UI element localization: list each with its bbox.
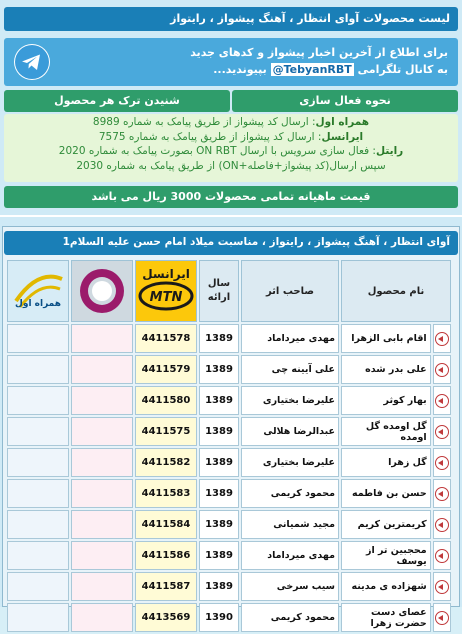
product-name: محجبین تر از یوسف bbox=[341, 541, 431, 570]
product-name: شهزاده ی مدینه bbox=[341, 572, 431, 601]
product-year: 1389 bbox=[199, 448, 239, 477]
rightel-code bbox=[71, 448, 133, 477]
hamrahaval-code bbox=[7, 386, 69, 415]
product-year: 1389 bbox=[199, 417, 239, 446]
product-year: 1389 bbox=[199, 541, 239, 570]
products-table-body bbox=[7, 324, 451, 632]
play-icon[interactable] bbox=[435, 363, 449, 377]
hamrahaval-code bbox=[7, 603, 69, 632]
col-header-year: سال ارائه bbox=[199, 260, 239, 322]
irancell-code[interactable]: 4411587 bbox=[135, 572, 197, 601]
irancell-code[interactable]: 4413569 bbox=[135, 603, 197, 632]
telegram-icon[interactable] bbox=[14, 44, 50, 80]
rightel-code bbox=[71, 510, 133, 539]
irancell-code[interactable]: 4411575 bbox=[135, 417, 197, 446]
product-name: حسن بن فاطمه bbox=[341, 479, 431, 508]
section-divider bbox=[0, 215, 462, 217]
col-header-name: نام محصول bbox=[341, 260, 451, 322]
table-row bbox=[7, 541, 451, 570]
play-icon[interactable] bbox=[435, 580, 449, 594]
product-artist: علیرضا بختیاری bbox=[241, 448, 339, 477]
irancell-code[interactable]: 4411580 bbox=[135, 386, 197, 415]
product-name: اقام بابی الزهرا bbox=[341, 324, 431, 353]
product-year: 1389 bbox=[199, 386, 239, 415]
hamrahaval-logo bbox=[7, 260, 69, 322]
product-year: 1390 bbox=[199, 603, 239, 632]
hamrahaval-code bbox=[7, 355, 69, 384]
rightel-code bbox=[71, 479, 133, 508]
product-year: 1389 bbox=[199, 510, 239, 539]
rightel-code bbox=[71, 417, 133, 446]
telegram-banner[interactable] bbox=[4, 38, 458, 86]
rightel-line2: سپس ارسال(کد پیشواز+فاصله+ON) از طریق پیامک به شماره 2030 bbox=[76, 159, 386, 172]
product-artist: مهدی میرداماد bbox=[241, 541, 339, 570]
mci-label: همراه اول bbox=[315, 116, 370, 128]
irancell-code[interactable]: 4411579 bbox=[135, 355, 197, 384]
mtn-logo-text: MTN bbox=[149, 290, 183, 305]
rightel-text: : فعال سازی سرویس با ارسال ON RBT بصورت پیامک به شماره 2020 bbox=[58, 145, 376, 157]
telegram-suffix: بپیوندید... bbox=[213, 63, 267, 76]
hamrahaval-code bbox=[7, 479, 69, 508]
mci-line bbox=[4, 115, 458, 130]
table-row bbox=[7, 603, 451, 632]
product-list-heading: آوای انتظار ، آهنگ پیشواز ، رایتواز ، مناسبت میلاد امام حسن علیه السلام1 bbox=[4, 231, 458, 255]
product-artist: عبدالرضا هلالی bbox=[241, 417, 339, 446]
table-row bbox=[7, 448, 451, 477]
table-row bbox=[7, 386, 451, 415]
products-list-title: لیست محصولات آوای انتظار ، آهنگ پیشواز ، رایتواز bbox=[4, 7, 458, 31]
product-year: 1389 bbox=[199, 324, 239, 353]
hamrahaval-code bbox=[7, 541, 69, 570]
table-row bbox=[7, 355, 451, 384]
play-icon[interactable] bbox=[435, 518, 449, 532]
rightel-line bbox=[4, 144, 458, 159]
col-header-artist: صاحب اثر bbox=[241, 260, 339, 322]
col-header-irancell bbox=[135, 260, 197, 322]
table-row bbox=[7, 417, 451, 446]
rightel-logo bbox=[71, 260, 133, 322]
irancell-code[interactable]: 4411582 bbox=[135, 448, 197, 477]
telegram-handle-link[interactable]: @TebyanRBT bbox=[272, 63, 352, 76]
hamrahaval-code bbox=[7, 417, 69, 446]
irancell-mtn-logo bbox=[135, 260, 197, 322]
play-icon[interactable] bbox=[435, 611, 449, 625]
telegram-prefix: به کانال تلگرامی bbox=[357, 63, 448, 76]
play-icon[interactable] bbox=[435, 394, 449, 408]
rightel-code bbox=[71, 572, 133, 601]
product-name: گل زهرا bbox=[341, 448, 431, 477]
table-row bbox=[7, 510, 451, 539]
hamrahaval-code bbox=[7, 510, 69, 539]
irancell-text: : ارسال کد پیشواز از طریق پیامک به شماره 7575 bbox=[98, 130, 322, 143]
play-cell[interactable] bbox=[433, 324, 451, 353]
product-name: گل اومده گل اومده bbox=[341, 417, 431, 446]
product-name: علی بدر شده bbox=[341, 355, 431, 384]
hamrahaval-code bbox=[7, 572, 69, 601]
preview-tracks-button[interactable]: شنیدن ترک هر محصول bbox=[4, 90, 230, 112]
hamrahaval-logo-text: همراه اول bbox=[15, 299, 61, 309]
irancell-code[interactable]: 4411584 bbox=[135, 510, 197, 539]
rightel-code bbox=[71, 355, 133, 384]
product-year: 1389 bbox=[199, 572, 239, 601]
mci-text: : ارسال کد پیشواز از طریق پیامک به شماره 8989 bbox=[92, 116, 316, 128]
product-artist: محمود کریمی bbox=[241, 603, 339, 632]
play-cell[interactable] bbox=[433, 541, 451, 570]
price-banner: قیمت ماهیانه تمامی محصولات 3000 ریال می باشد bbox=[4, 186, 458, 208]
irancell-label: ایرانسل bbox=[321, 130, 364, 143]
product-year: 1389 bbox=[199, 479, 239, 508]
telegram-text-line2 bbox=[213, 63, 448, 76]
rightel-code bbox=[71, 386, 133, 415]
play-cell[interactable] bbox=[433, 479, 451, 508]
activation-info-box bbox=[4, 114, 458, 182]
play-cell[interactable] bbox=[433, 355, 451, 384]
product-artist: علیرضا بختیاری bbox=[241, 386, 339, 415]
product-name: عصای دست حضرت زهرا bbox=[341, 603, 431, 632]
play-cell[interactable] bbox=[433, 572, 451, 601]
product-artist: مجید شمیانی bbox=[241, 510, 339, 539]
play-icon[interactable] bbox=[435, 549, 449, 563]
rightel-code bbox=[71, 541, 133, 570]
play-cell[interactable] bbox=[433, 603, 451, 632]
play-icon[interactable] bbox=[435, 487, 449, 501]
table-row bbox=[7, 479, 451, 508]
irancell-code[interactable]: 4411586 bbox=[135, 541, 197, 570]
products-table bbox=[5, 258, 453, 634]
hamrahaval-code bbox=[7, 448, 69, 477]
hamrahaval-code bbox=[7, 324, 69, 353]
activation-guide-button[interactable]: نحوه فعال سازی bbox=[232, 90, 458, 112]
product-artist: سیب سرخی bbox=[241, 572, 339, 601]
rightel-code bbox=[71, 324, 133, 353]
play-cell[interactable] bbox=[433, 386, 451, 415]
irancell-code[interactable]: 4411578 bbox=[135, 324, 197, 353]
play-cell[interactable] bbox=[433, 448, 451, 477]
product-artist: مهدی میرداماد bbox=[241, 324, 339, 353]
product-year: 1389 bbox=[199, 355, 239, 384]
table-row bbox=[7, 572, 451, 601]
product-name: کریمترین کریم bbox=[341, 510, 431, 539]
product-name: بهار کوثر bbox=[341, 386, 431, 415]
product-artist: علی آیینه چی bbox=[241, 355, 339, 384]
rightel-label: رایتل bbox=[375, 145, 404, 157]
play-icon[interactable] bbox=[435, 456, 449, 470]
table-row bbox=[7, 324, 451, 353]
product-artist: محمود کریمی bbox=[241, 479, 339, 508]
play-icon[interactable] bbox=[435, 425, 449, 439]
col-header-rightel bbox=[71, 260, 133, 322]
play-cell[interactable] bbox=[433, 417, 451, 446]
irancell-line bbox=[4, 130, 458, 145]
irancell-code[interactable]: 4411583 bbox=[135, 479, 197, 508]
play-icon[interactable] bbox=[435, 332, 449, 346]
play-cell[interactable] bbox=[433, 510, 451, 539]
irancell-logo-text: ایرانسل bbox=[142, 267, 190, 281]
col-header-hamrahaval bbox=[7, 260, 69, 322]
telegram-text-line1: برای اطلاع از آخرین اخبار پیشواز و کدهای جدید bbox=[190, 46, 448, 59]
rightel-code bbox=[71, 603, 133, 632]
